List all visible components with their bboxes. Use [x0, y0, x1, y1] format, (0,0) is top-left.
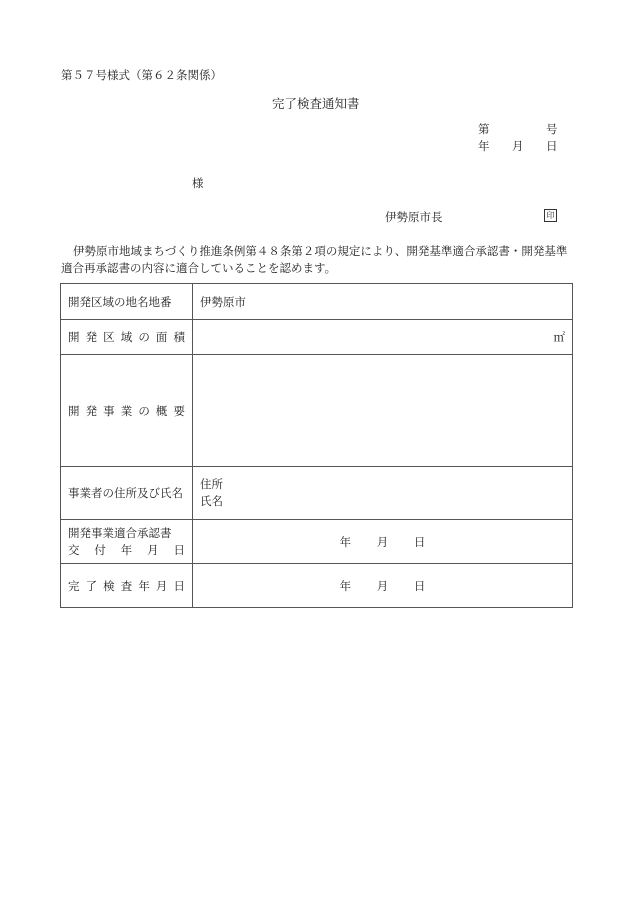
label-char: 発 [85, 330, 98, 344]
label-char: 事 [103, 403, 115, 418]
year-label: 年 [339, 534, 352, 549]
address-label: 住所 [200, 477, 223, 491]
label-char: 了 [85, 578, 98, 593]
body-paragraph: 伊勢原市地域まちづくり推進条例第４８条第２項の規定により、開発基準適合承認書・開発基準適合再承認書の内容に適合していることを認めます。 [61, 244, 568, 275]
year-label: 年 [339, 578, 352, 593]
issue-date-year: 年 [478, 139, 490, 153]
label-location [61, 284, 193, 320]
label-text: 開発事業適合承認書 [68, 525, 172, 540]
table-row-location [61, 284, 573, 320]
day-label: 日 [413, 534, 426, 549]
table-row-applicant [61, 467, 573, 520]
document-title: 完了検査通知書 [272, 96, 360, 111]
value-location[interactable]: 伊勢原市 [193, 284, 573, 320]
label-char: 区 [103, 330, 115, 344]
label-char: 年 [138, 578, 150, 593]
value-applicant[interactable] [193, 467, 573, 520]
label-char: 月 [147, 542, 159, 557]
label-char: 業 [120, 403, 133, 418]
name-label: 氏名 [200, 494, 223, 508]
value-area[interactable] [193, 320, 573, 355]
square-meter-unit: ㎡ [553, 330, 565, 344]
label-char: の [138, 403, 150, 418]
value-overview[interactable] [193, 355, 573, 467]
label-area [61, 320, 193, 355]
reference-number-label: 第 [478, 122, 490, 136]
table-row-area [61, 320, 573, 355]
reference-number-suffix: 号 [546, 122, 558, 136]
label-char: 検 [103, 578, 115, 593]
seal-icon: 印 [544, 209, 557, 222]
month-label: 月 [376, 534, 389, 549]
label-overview [61, 355, 193, 467]
label-char: 開 [68, 330, 80, 344]
issue-date-day: 日 [546, 139, 558, 153]
label-char: 開 [68, 403, 80, 418]
label-char: 域 [120, 330, 133, 344]
label-char: 発 [85, 403, 98, 418]
label-approval-date [61, 520, 193, 564]
label-char: の [138, 330, 150, 344]
table-row-approval-date [61, 520, 573, 564]
label-char: 概 [155, 403, 168, 418]
label-char: 年 [120, 542, 133, 557]
label-char: 交 [68, 542, 80, 557]
issue-date-month: 月 [512, 139, 524, 153]
label-char: 面 [155, 330, 168, 344]
value-inspection-date[interactable] [193, 564, 573, 608]
label-char: 日 [173, 578, 185, 593]
addressee-honorific: 様 [192, 176, 204, 190]
form-number: 第５７号様式（第６２条関係） [61, 68, 222, 82]
label-text: 事業者の住所及び氏名 [68, 486, 183, 500]
label-char: 日 [173, 542, 185, 557]
label-char: 月 [155, 578, 168, 593]
label-char: 査 [120, 578, 133, 593]
label-char: 積 [173, 330, 185, 344]
label-char: 要 [173, 403, 185, 418]
value-approval-date[interactable] [193, 520, 573, 564]
label-inspection-date [61, 564, 193, 608]
label-text: 開発区域の地名地番 [68, 294, 172, 309]
label-char: 完 [68, 578, 80, 593]
details-table [60, 283, 573, 608]
issuer-name: 伊勢原市長 [385, 210, 443, 224]
day-label: 日 [413, 578, 426, 593]
month-label: 月 [376, 578, 389, 593]
table-row-inspection-date [61, 564, 573, 608]
table-row-overview [61, 355, 573, 467]
label-char: 付 [94, 542, 106, 557]
label-applicant [61, 467, 193, 520]
